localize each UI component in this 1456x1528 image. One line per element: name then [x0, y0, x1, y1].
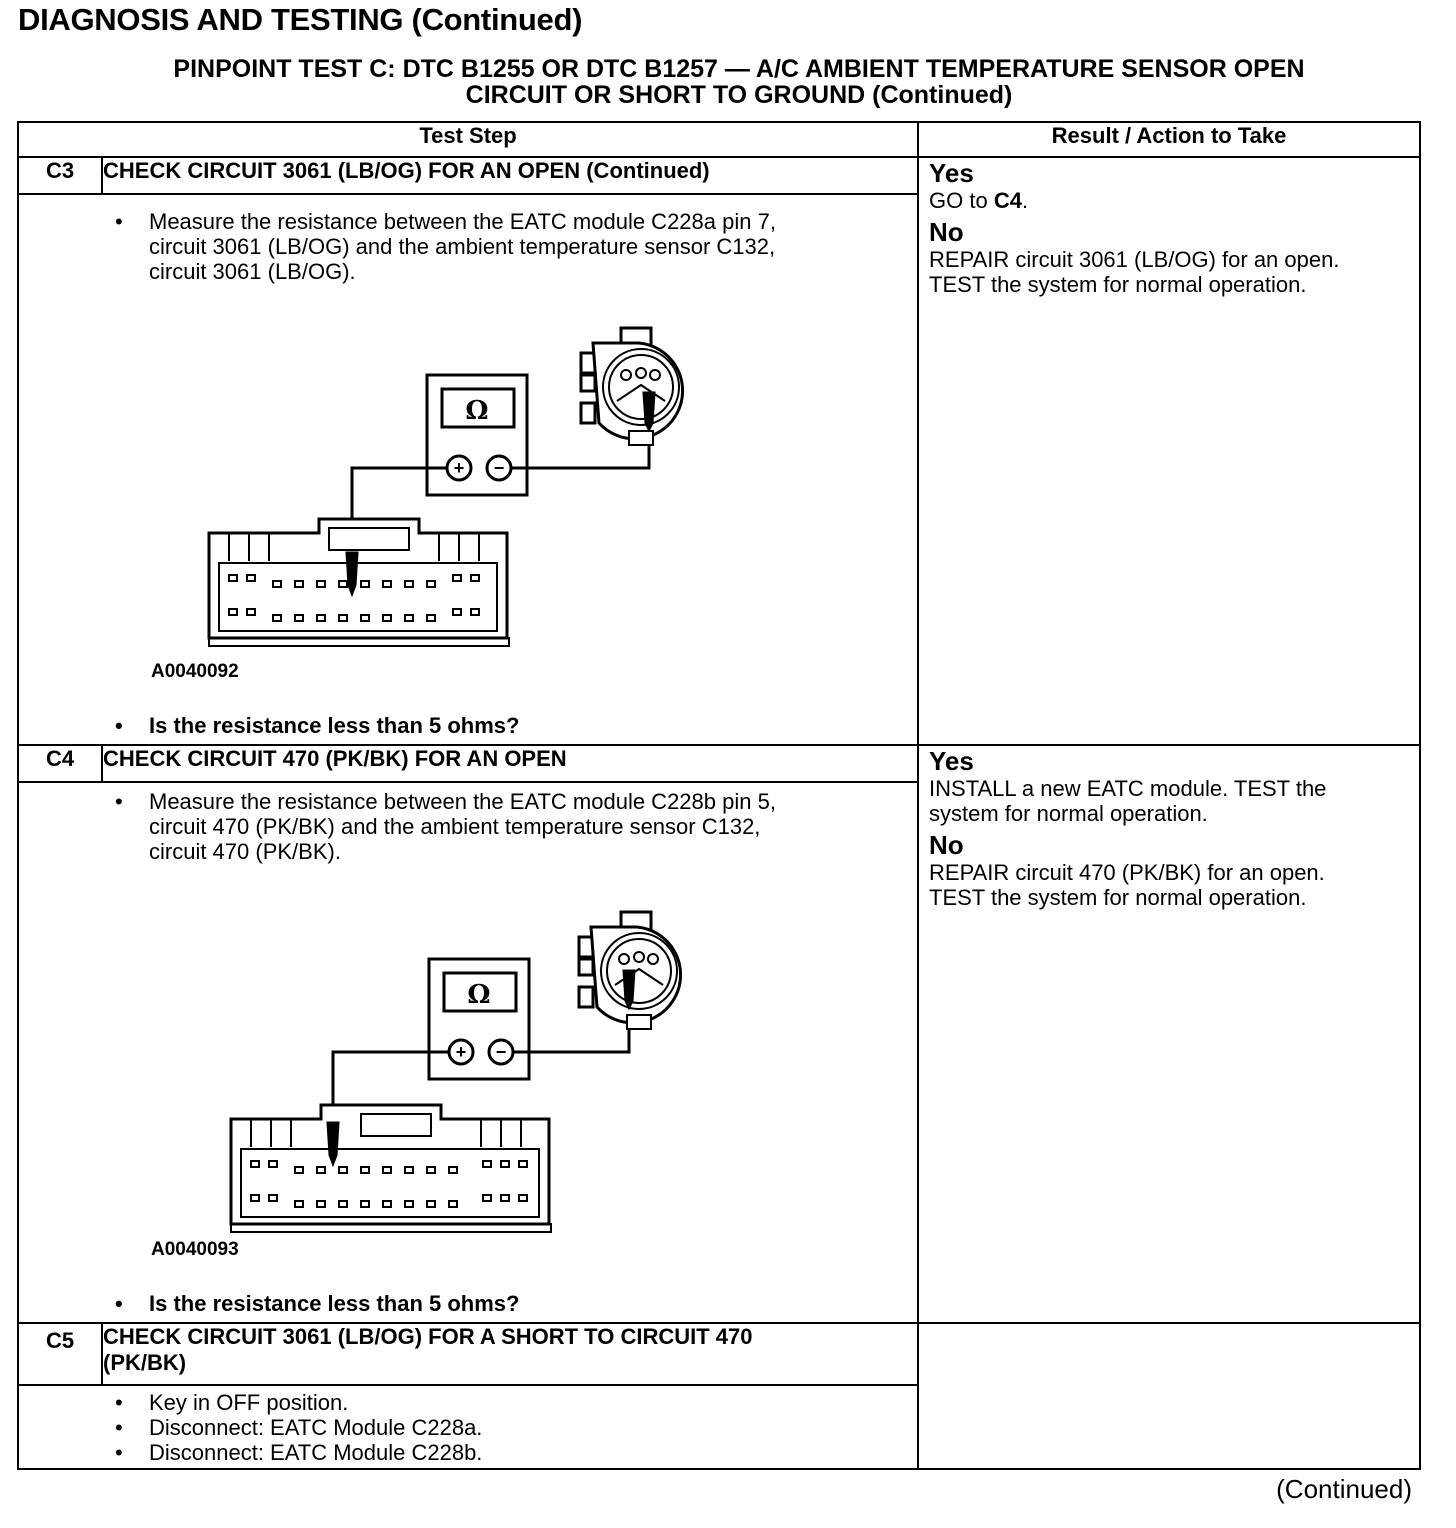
ohm-symbol: Ω	[465, 396, 489, 426]
bullet-disconnect-c228a: • Disconnect: EATC Module C228a.	[19, 1415, 917, 1440]
step-body-c3	[18, 194, 918, 745]
go-to-c4-ref[interactable]: C4	[993, 188, 1022, 213]
probe-tip-negative	[624, 971, 634, 1007]
yes-label: Yes	[929, 158, 974, 188]
probe-tip-positive	[347, 553, 357, 593]
step-body-c4	[18, 782, 918, 1323]
bullet-key-off: • Key in OFF position.	[19, 1390, 917, 1415]
ohm-symbol: Ω	[467, 980, 491, 1010]
ambient-temperature-sensor	[581, 328, 683, 445]
continued-note: (Continued)	[1276, 1474, 1412, 1504]
probe-tip-positive	[328, 1123, 338, 1163]
step-id-c4: C4	[18, 745, 102, 782]
step-title-c4: CHECK CIRCUIT 470 (PK/BK) FOR AN OPEN	[102, 745, 918, 782]
instruction-bullet: • Measure the resistance between the EATC module C228a pin 7, circuit 3061 (LB/OG) and the ambient temperature sensor C132, circuit 3061 (LB/OG).	[19, 209, 917, 284]
no-action-c3-line2: TEST the system for normal operation.	[929, 272, 1307, 297]
wiring-diagram-c4	[211, 909, 731, 1239]
question-c4: • Is the resistance less than 5 ohms?	[19, 1291, 917, 1316]
instruction-bullet: • Measure the resistance between the EATC module C228b pin 5, circuit 470 (PK/BK) and the ambient temperature sensor C132, circuit 470 (PK/BK).	[19, 789, 917, 864]
result-cell-c3	[918, 157, 1420, 745]
yes-label: Yes	[929, 746, 974, 776]
page-title: DIAGNOSIS AND TESTING (Continued)	[18, 2, 583, 37]
wiring-diagram-c3	[189, 323, 709, 653]
no-label: No	[929, 830, 964, 860]
step-id-c5: C5	[18, 1323, 102, 1385]
plus-sign: +	[453, 458, 465, 478]
yes-action-c4-line1: INSTALL a new EATC module. TEST the	[929, 776, 1327, 801]
figure-id-c3: A0040092	[151, 661, 239, 682]
pinpoint-test-title	[40, 56, 1438, 108]
column-header-result: Result / Action to Take	[918, 122, 1420, 157]
bullet-disconnect-c228b: • Disconnect: EATC Module C228b.	[19, 1440, 917, 1465]
step-title-c5: CHECK CIRCUIT 3061 (LB/OG) FOR A SHORT TO CIRCUIT 470 (PK/BK)	[102, 1323, 918, 1385]
no-action-c4-line1: REPAIR circuit 470 (PK/BK) for an open.	[929, 860, 1325, 885]
figure-id-c4: A0040093	[151, 1239, 239, 1260]
result-cell-c5	[918, 1323, 1420, 1469]
eatc-module-connector	[209, 519, 509, 646]
question-c3: • Is the resistance less than 5 ohms?	[19, 713, 917, 738]
plus-sign: +	[455, 1042, 467, 1062]
step-id-c3: C3	[18, 157, 102, 194]
pinpoint-test-title-line2: CIRCUIT OR SHORT TO GROUND (Continued)	[465, 81, 1013, 109]
no-action-c3-line1: REPAIR circuit 3061 (LB/OG) for an open.	[929, 247, 1340, 272]
yes-action-c4-line2: system for normal operation.	[929, 801, 1208, 826]
result-cell-c4	[918, 745, 1420, 1323]
pinpoint-test-title-line1: PINPOINT TEST C: DTC B1255 OR DTC B1257 — A/C AMBIENT TEMPERATURE SENSOR OPEN	[173, 55, 1305, 83]
pinpoint-test-table	[17, 121, 1421, 1470]
no-label: No	[929, 217, 964, 247]
step-body-c5	[18, 1385, 918, 1469]
column-header-test-step: Test Step	[18, 122, 918, 157]
yes-action-c3: GO to C4.	[929, 188, 1029, 213]
step-title-c3: CHECK CIRCUIT 3061 (LB/OG) FOR AN OPEN (Continued)	[102, 157, 918, 194]
minus-sign: −	[495, 1042, 507, 1062]
minus-sign: −	[493, 458, 505, 478]
no-action-c4-line2: TEST the system for normal operation.	[929, 885, 1307, 910]
probe-tip-negative	[644, 393, 654, 429]
